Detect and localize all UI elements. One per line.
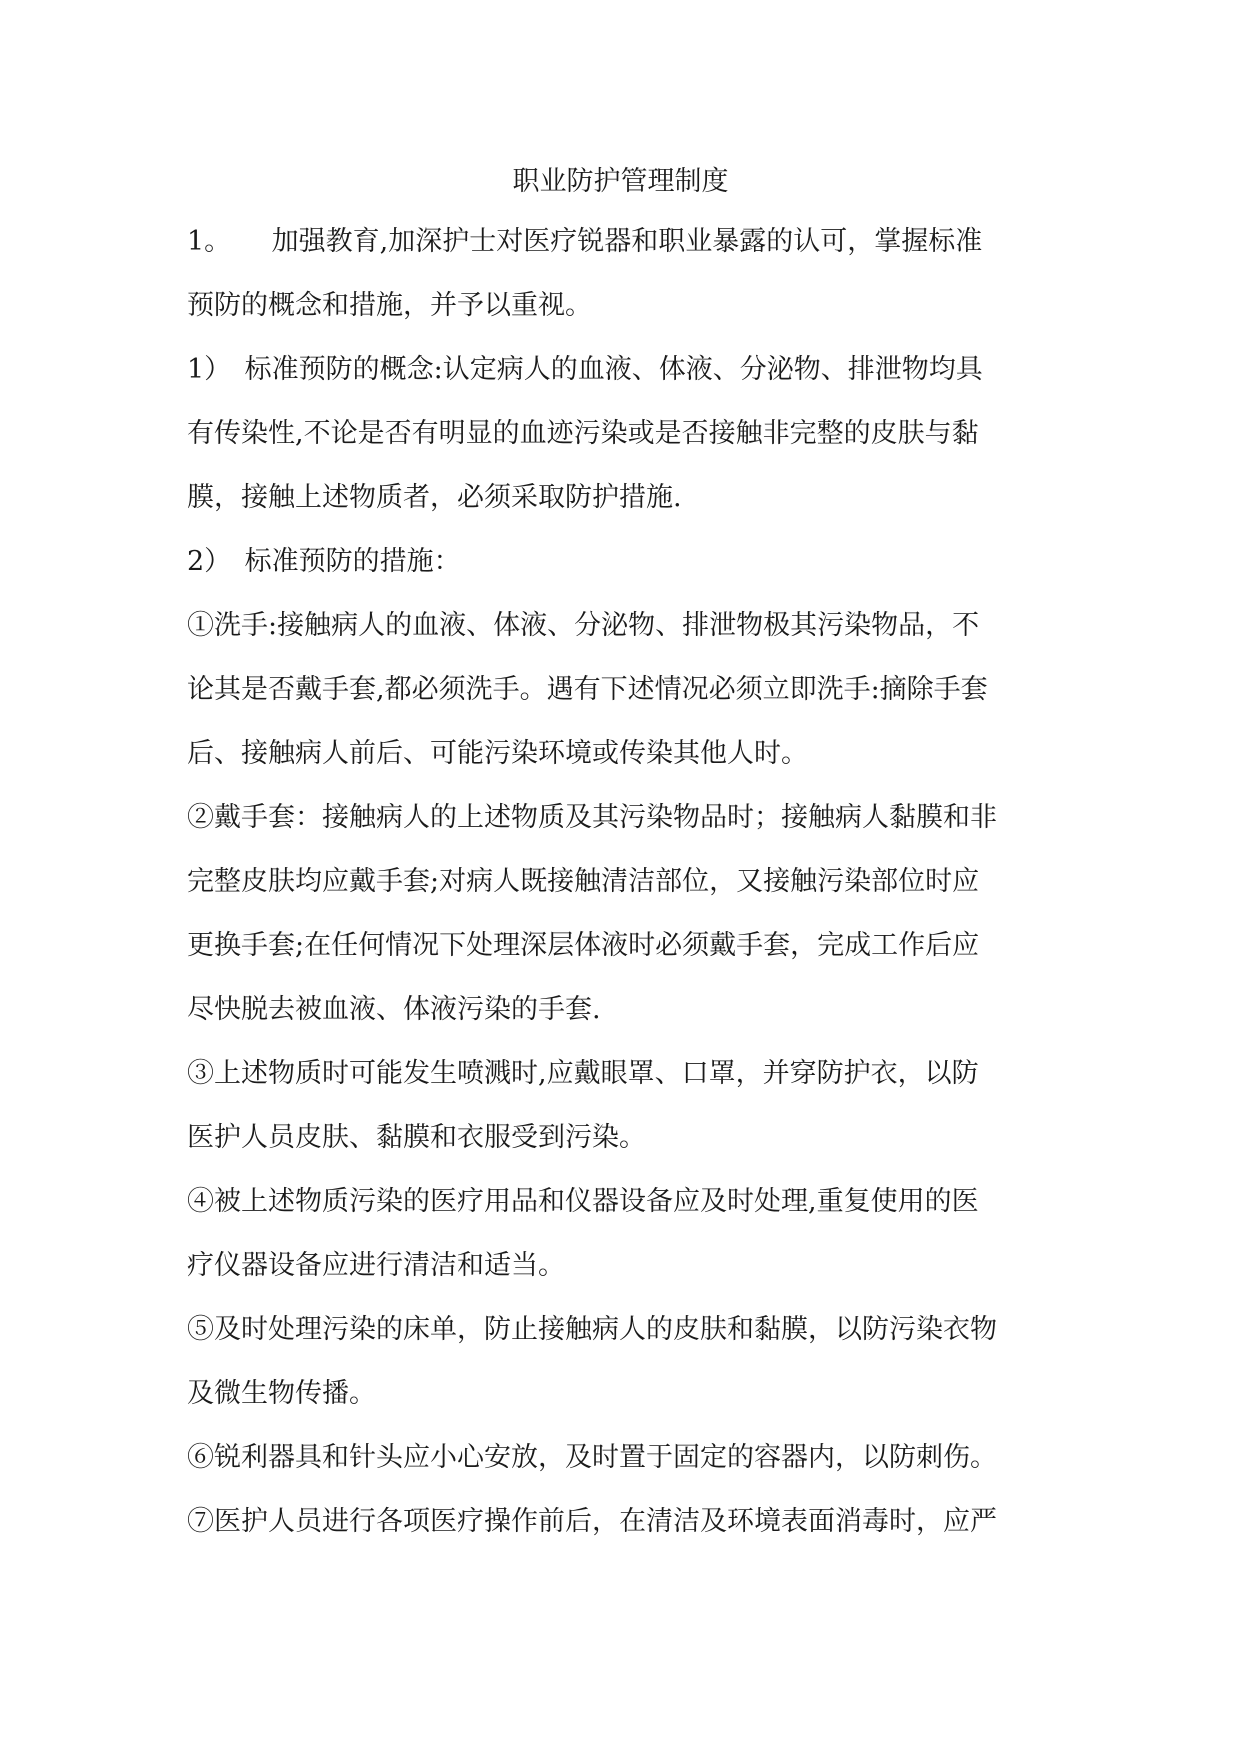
paragraph-line: ④被上述物质污染的医疗用品和仪器设备应及时处理,重复使用的医 — [187, 1186, 979, 1217]
paragraph-line: 疗仪器设备应进行清洁和适当。 — [187, 1250, 565, 1281]
paragraph-line: 1。 加强教育,加深护士对医疗锐器和职业暴露的认可，掌握标准 — [187, 226, 983, 257]
paragraph-line: 预防的概念和措施，并予以重视。 — [187, 290, 592, 321]
paragraph-line: 2） 标准预防的措施： — [187, 546, 461, 577]
paragraph-line: 更换手套;在任何情况下处理深层体液时必须戴手套，完成工作后应 — [187, 930, 980, 961]
paragraph-line: ①洗手:接触病人的血液、体液、分泌物、排泄物极其污染物品，不 — [187, 610, 980, 641]
document-body — [187, 220, 1067, 1564]
paragraph-line: 完整皮肤均应戴手套;对病人既接触清洁部位，又接触污染部位时应 — [187, 866, 980, 897]
paragraph-line: 1） 标准预防的概念:认定病人的血液、体液、分泌物、排泄物均具 — [187, 354, 983, 385]
paragraph-line: ⑥锐利器具和针头应小心安放，及时置于固定的容器内，以防刺伤。 — [187, 1442, 997, 1473]
paragraph-line: ③上述物质时可能发生喷溅时,应戴眼罩、口罩，并穿防护衣，以防 — [187, 1058, 979, 1089]
paragraph-line: 膜，接触上述物质者，必须采取防护措施. — [187, 482, 682, 513]
paragraph-line: 论其是否戴手套,都必须洗手。遇有下述情况必须立即洗手:摘除手套 — [187, 674, 988, 705]
paragraph-line: 医护人员皮肤、黏膜和衣服受到污染。 — [187, 1122, 646, 1153]
paragraph-line: ⑦医护人员进行各项医疗操作前后，在清洁及环境表面消毒时，应严 — [187, 1506, 997, 1537]
paragraph-line: 有传染性,不论是否有明显的血迹污染或是否接触非完整的皮肤与黏 — [187, 418, 979, 449]
paragraph-line: ⑤及时处理污染的床单，防止接触病人的皮肤和黏膜，以防污染衣物 — [187, 1314, 997, 1345]
paragraph-line: 及微生物传播。 — [187, 1378, 376, 1409]
paragraph-line: ②戴手套：接触病人的上述物质及其污染物品时；接触病人黏膜和非 — [187, 802, 997, 833]
paragraph-line: 后、接触病人前后、可能污染环境或传染其他人时。 — [187, 738, 808, 769]
document-title: 职业防护管理制度 — [512, 166, 729, 197]
paragraph-line: 尽快脱去被血液、体液污染的手套. — [187, 994, 601, 1025]
